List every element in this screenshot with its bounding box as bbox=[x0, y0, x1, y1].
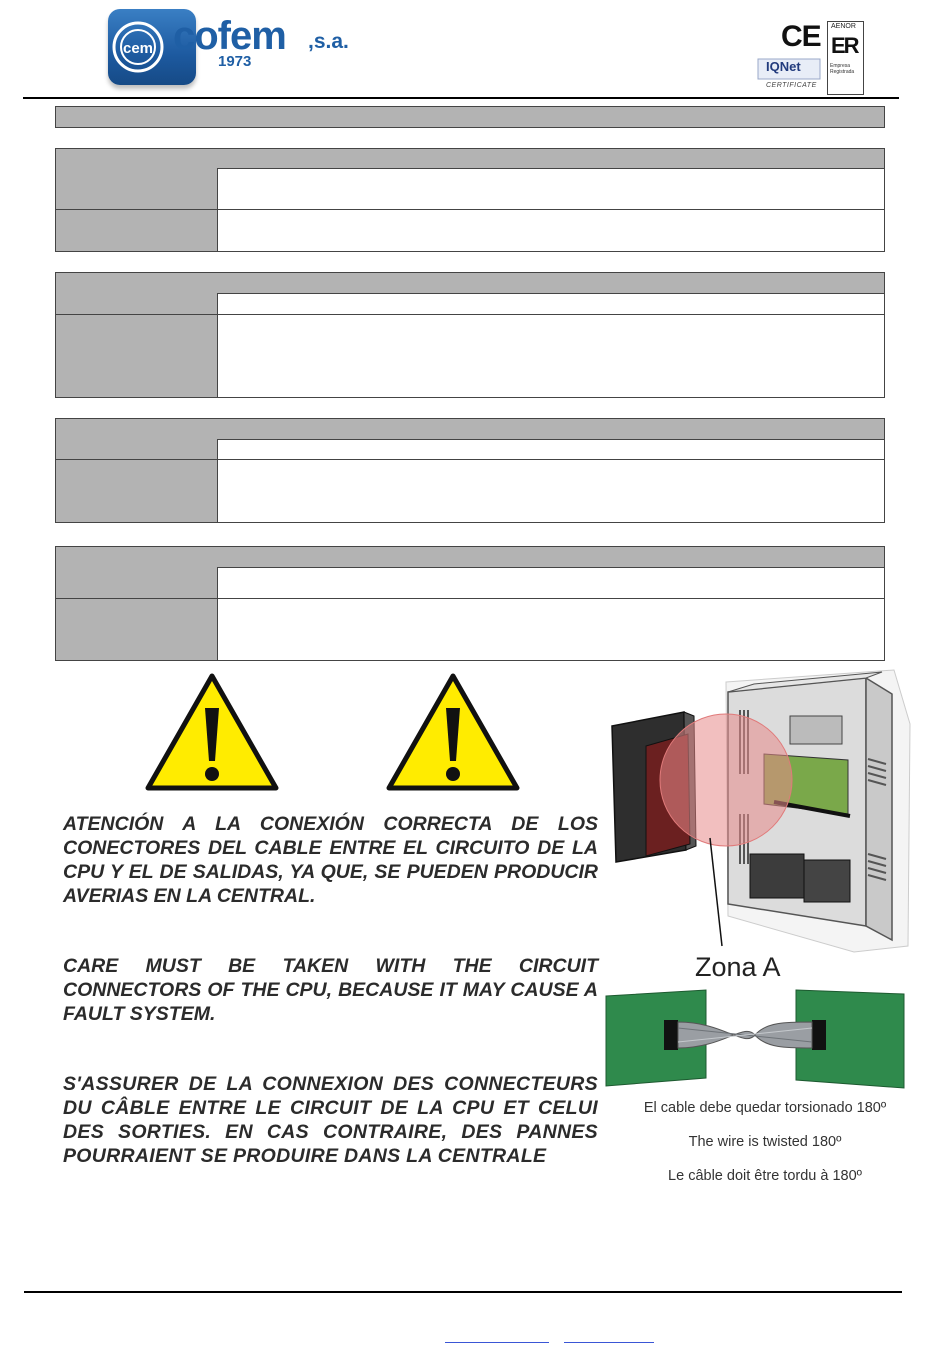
warning-text-english: CARE MUST BE TAKEN WITH THE CIRCUIT CONNECTORS OF THE CPU, BECAUSE IT MAY CAUSE A FAULT SYSTEM. bbox=[63, 955, 598, 1025]
iqnet-caption: CERTIFICATE bbox=[766, 82, 817, 89]
footer-link-underline[interactable] bbox=[564, 1342, 654, 1343]
table-row bbox=[55, 460, 885, 523]
aenor-label: AENOR bbox=[831, 23, 856, 30]
warning-text-spanish: ATENCIÓN A LA CONEXIÓN CORRECTA DE LOS CONECTORES DEL CABLE ENTRE EL CIRCUITO DE LA CPU Y EL DE SALIDAS, YA QUE, SE PUEDEN PRODUCIR AVERIAS EN LA CENTRAL. bbox=[63, 813, 598, 907]
aenor-mark: ER bbox=[831, 33, 858, 58]
caption-spanish: El cable debe quedar torsionado 180º bbox=[643, 1100, 887, 1116]
cabinet-illustration bbox=[604, 664, 914, 954]
brand-name: cofem bbox=[173, 14, 286, 58]
header-divider bbox=[23, 97, 899, 99]
section-header-band bbox=[55, 418, 885, 440]
table-row bbox=[55, 599, 885, 661]
warning-text-french: S'ASSURER DE LA CONNEXION DES CONNECTEURS DU CÂBLE ENTRE LE CIRCUIT DE LA CPU ET CELUI DES SORTIES. EN CAS CONTRAIRE, DES PANNES POURRAIENT SE PRODUIRE DANS LA CENTRALE bbox=[63, 1073, 598, 1167]
table-row bbox=[55, 439, 885, 460]
ce-mark-icon: CE bbox=[781, 20, 821, 53]
section-header-band bbox=[55, 272, 885, 294]
brand-year: 1973 bbox=[218, 53, 252, 70]
table-row bbox=[55, 293, 885, 315]
table-row bbox=[55, 210, 885, 252]
footer-link-underline[interactable] bbox=[445, 1342, 549, 1343]
svg-text:cem: cem bbox=[122, 40, 154, 57]
table-row bbox=[55, 168, 885, 210]
iqnet-label: IQNet bbox=[766, 59, 801, 74]
twisted-cable-illustration bbox=[604, 988, 906, 1090]
warning-triangle-icon bbox=[386, 673, 520, 791]
table-row bbox=[55, 567, 885, 599]
section-header-band bbox=[55, 546, 885, 568]
zone-label: Zona A bbox=[695, 952, 781, 982]
caption-english: The wire is twisted 180º bbox=[688, 1134, 842, 1150]
table-row bbox=[55, 315, 885, 398]
footer-divider bbox=[24, 1291, 902, 1293]
title-band bbox=[55, 106, 885, 128]
aenor-caption: Empresa Registrada bbox=[830, 63, 855, 75]
brand-suffix: ,s.a. bbox=[308, 30, 349, 53]
warning-triangle-icon bbox=[145, 673, 279, 791]
caption-french: Le câble doit être tordu à 180º bbox=[668, 1168, 862, 1184]
section-header-band bbox=[55, 148, 885, 169]
